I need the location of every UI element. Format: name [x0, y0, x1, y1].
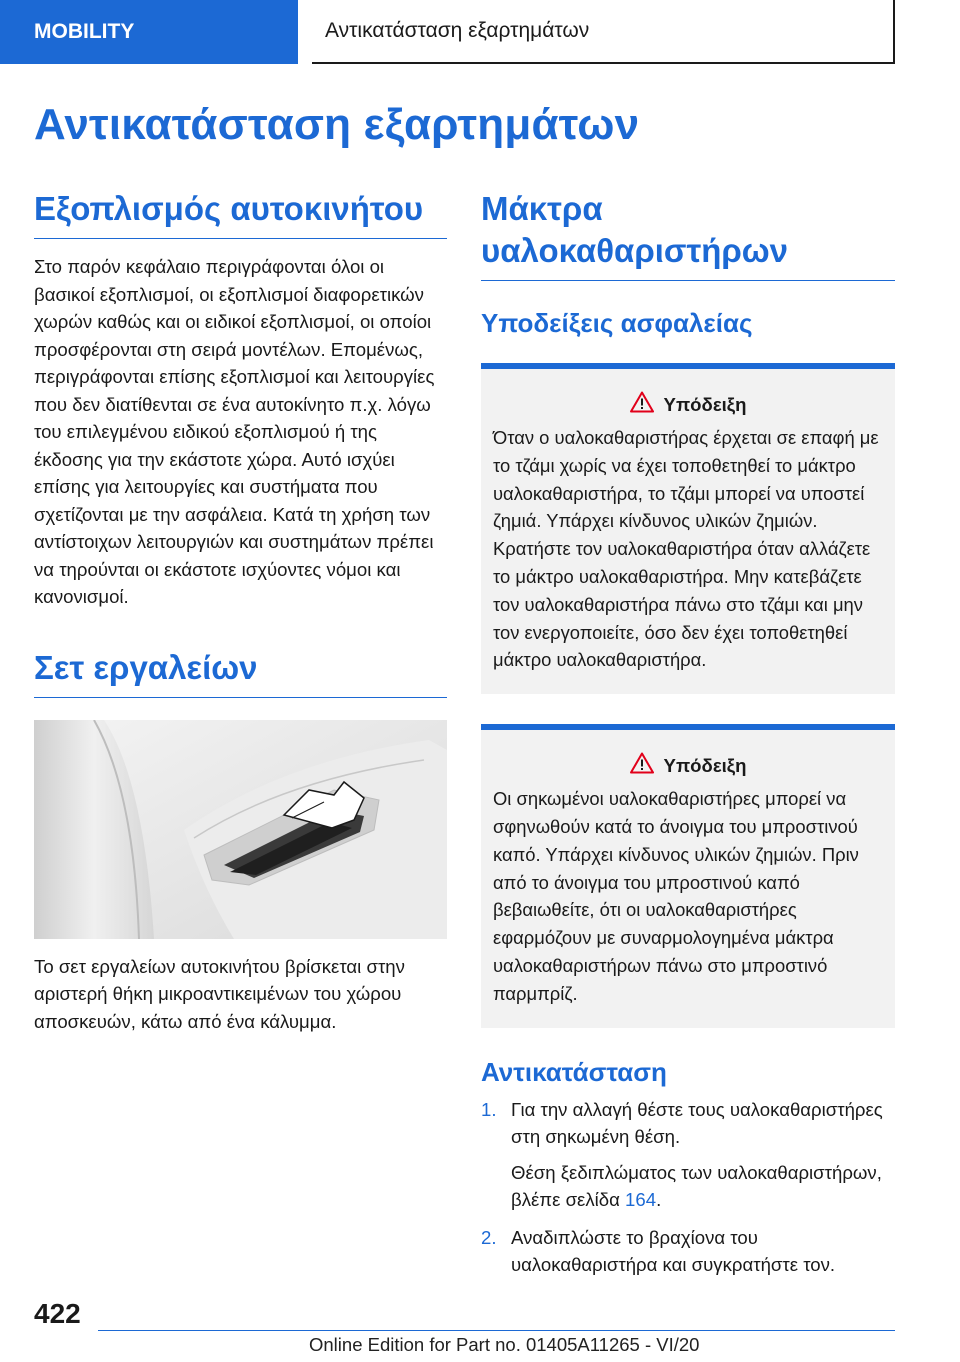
- replacement-steps: [481, 1096, 895, 1279]
- page-title: Αντικατάσταση εξαρτημάτων: [34, 100, 640, 149]
- left-column: [34, 188, 447, 1035]
- warning-box: [481, 724, 895, 1027]
- header-section-label: Αντικατάσταση εξαρτημάτων: [325, 19, 590, 42]
- warning-title: Υπόδειξη: [663, 754, 747, 776]
- right-column: [481, 188, 895, 1289]
- replacement-heading: Αντικατάσταση: [481, 1056, 667, 1087]
- step-text: Για την αλλαγή θέστε τους υαλοκαθαριστήρες στη σηκωμένη θέση.: [511, 1098, 883, 1148]
- warning-box: [481, 363, 895, 694]
- page-reference-suffix: .: [656, 1189, 662, 1211]
- page-number: 422: [34, 1298, 81, 1329]
- step-reference-text: Θέση ξεδιπλώματος των υαλοκαθαριστήρων, βλέπε σελίδα: [511, 1161, 882, 1211]
- step-item: [481, 1224, 895, 1279]
- toolkit-heading: Σετ εργαλείων: [34, 647, 447, 698]
- warning-header: [493, 391, 883, 418]
- warning-title: Υπόδειξη: [663, 393, 747, 415]
- step-number: 2.: [481, 1226, 497, 1248]
- toolkit-paragraph: Το σετ εργαλείων αυτοκινήτου βρίσκεται στην αριστερή θήκη μικροαντικειμένων του χώρου αποσκευών, κάτω από ένα κάλυμμα.: [34, 955, 405, 1032]
- step-number: 1.: [481, 1098, 497, 1120]
- step-item: [481, 1096, 895, 1214]
- equipment-heading: Εξοπλισμός αυτοκινήτου: [34, 188, 447, 239]
- warning-text: Οι σηκωμένοι υαλοκαθαριστήρες μπορεί να σφηνωθούν κατά το άνοιγμα του μπροστινού καπό. Υπάρχει κίνδυνος υλικών ζημιών. Πριν από το άνοιγμα του μπροστινού καπό βεβαιωθείτε, ότι οι υαλοκαθαριστήρες εφαρμόζουν με συναρμολογημένα μάκτρα υαλοκαθαριστήρων πάνω στο μπροστινό παρμπρίζ.: [493, 788, 859, 1004]
- wiper-blades-heading: Μάκτρα υαλοκαθαριστήρων: [481, 188, 895, 281]
- header-tab-label: MOBILITY: [34, 20, 135, 43]
- step-text: Αναδιπλώστε το βραχίονα του υαλοκαθαριστήρα και συγκρατήστε τον.: [511, 1226, 836, 1276]
- toolkit-photo: [34, 720, 447, 939]
- toolkit-compartment-illustration: [34, 720, 447, 939]
- warning-text: Όταν ο υαλοκαθαριστήρας έρχεται σε επαφή με το τζάμι χωρίς να έχει τοποθετηθεί το μάκτρο υαλοκαθαριστήρα, το τζάμι μπορεί να υποστεί ζημιά. Υπάρχει κίνδυνος υλικών ζημιών. Κρατήστε τον υαλοκαθαριστήρα όταν αλλάζετε το μάκτρο υαλοκαθαριστήρα. Μην κατεβάζετε τον υαλοκαθαριστήρα πάνω στο τζάμι και μην τον ενεργοποιείτε, όσο δεν έχει τοποθετηθεί μάκτρο υαλοκαθαριστήρα.: [493, 427, 879, 671]
- warning-triangle-icon: [630, 752, 654, 779]
- warning-triangle-icon: [630, 391, 654, 418]
- page-reference-link[interactable]: 164: [625, 1189, 657, 1211]
- safety-notes-heading: Υποδείξεις ασφαλείας: [481, 308, 753, 338]
- header-section-title: [312, 0, 895, 64]
- step-subtext: [511, 1159, 895, 1214]
- warning-header: [493, 752, 883, 779]
- footer-divider: [98, 1330, 895, 1331]
- header-tab: [0, 0, 298, 64]
- footer-edition: Online Edition for Part no. 01405A11265 - VI/20: [309, 1334, 700, 1355]
- equipment-paragraph: Στο παρόν κεφάλαιο περιγράφονται όλοι οι βασικοί εξοπλισμοί, οι εξοπλισμοί διαφορετικών χωρών καθώς και οι ειδικοί εξοπλισμοί, οι οποίοι προσφέρονται στη σειρά μοντέλων. Επομένως, περιγράφονται επίσης εξοπλισμοί και λειτουργίες που δεν διατίθενται σε ένα αυτοκίνητο π.χ. λόγω του επιλεγμένου ειδικού εξοπλισμού ή της έκδοσης για την εκάστοτε χώρα. Αυτό ισχύει επίσης για λειτουργίες και συστήματα που σχετίζονται με την ασφάλεια. Κατά τη χρήση των αντίστοιχων λειτουργιών και συστημάτων πρέπει να τηρούνται οι εκάστοτε ισχύοντες νόμοι και κανονισμοί.: [34, 256, 435, 607]
